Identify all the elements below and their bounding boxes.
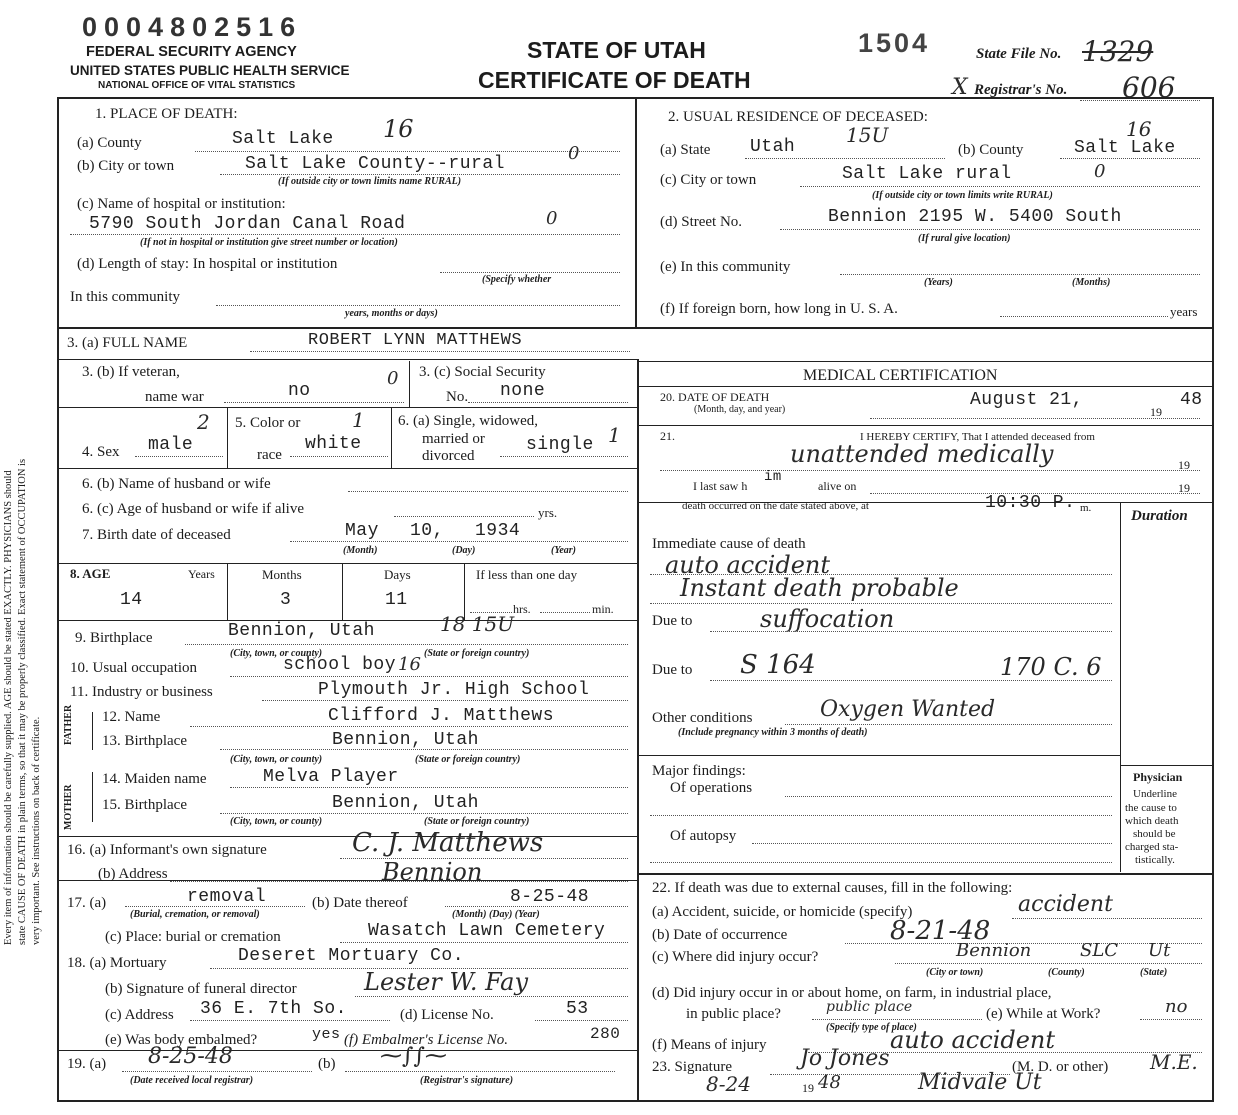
state-file-value: 1329: [1082, 35, 1154, 68]
sex-value: male: [148, 435, 194, 455]
due-to-1-value: suffocation: [760, 605, 895, 633]
mother-name-value: Melva Player: [263, 767, 399, 787]
res-city-code: 0: [1094, 161, 1106, 182]
of-operations-label: Of operations: [670, 780, 753, 796]
mother-bp-value: Bennion, Utah: [332, 793, 479, 813]
birthplace-note-2: (State or foreign country): [424, 648, 530, 659]
mother-bp-note-1: (City, town, or county): [230, 816, 323, 827]
res-state-label: (a) State: [660, 142, 711, 158]
license-value: 53: [566, 999, 589, 1019]
birthplace-code: 18 15U: [440, 612, 515, 636]
ss-value: none: [500, 381, 546, 401]
mother-side-label: MOTHER: [63, 784, 74, 830]
burial-date-note: (Month) (Day) (Year): [452, 909, 540, 920]
residence-heading: 2. USUAL RESIDENCE OF DECEASED:: [668, 109, 928, 125]
registrar-mark: X: [952, 75, 968, 100]
physician-note-4: which death: [1125, 815, 1179, 827]
birthplace-label: 9. Birthplace: [75, 630, 153, 646]
color-label-1: 5. Color or: [235, 415, 301, 431]
occupation-value: school boy: [283, 655, 397, 675]
age-years-value: 14: [120, 590, 143, 610]
external-c-note-2: (County): [1048, 967, 1085, 978]
signature-date: 8-24: [706, 1072, 751, 1096]
medical-heading: MEDICAL CERTIFICATION: [803, 367, 998, 384]
external-d-note: (Specify type of place): [826, 1022, 917, 1033]
certificate-title-state: STATE OF UTAH: [527, 37, 706, 63]
mortuary-address-label: (c) Address: [105, 1007, 174, 1023]
hospital-code: 0: [546, 208, 558, 229]
date-of-death-label-2: (Month, day, and year): [694, 404, 786, 415]
death-time-value: 10:30 P.: [985, 493, 1076, 513]
due-to-2-code-a: S 164: [740, 650, 816, 680]
registrar-signature: ⁓∫∫⁓: [380, 1044, 447, 1069]
death-time-suffix: m.: [1080, 502, 1092, 514]
marital-label-2: married or: [422, 431, 485, 447]
death-city-code: 0: [568, 143, 580, 164]
physician-note-1: Physician: [1133, 770, 1183, 784]
physician-note-3: the cause to: [1125, 802, 1177, 814]
instant-death-value: Instant death probable: [680, 574, 959, 602]
last-saw-label: I last saw h: [693, 479, 748, 493]
certify-to-year: 19: [1178, 458, 1190, 472]
length-of-stay-specify: (Specify whether: [482, 274, 552, 285]
agency-line-3: NATIONAL OFFICE OF VITAL STATISTICS: [98, 80, 296, 91]
res-county-code: 16: [1126, 117, 1152, 141]
industry-label: 11. Industry or business: [70, 684, 213, 700]
veteran-code: 0: [387, 368, 399, 389]
res-state-code: 15U: [846, 123, 889, 147]
hospital-note: (If not in hospital or institution give street number or location): [140, 237, 398, 248]
age-label: 8. AGE: [70, 566, 111, 581]
informant-label: 16. (a) Informant's own signature: [67, 842, 267, 858]
physician-note-6: charged sta-: [1125, 841, 1179, 853]
registrar-sig-label: (b): [318, 1056, 336, 1072]
due-to-2-code-b: 170 C. 6: [1000, 653, 1102, 681]
registrar-sig-note: (Registrar's signature): [420, 1075, 514, 1086]
age-years-label: Years: [188, 567, 215, 581]
agency-line-2: UNITED STATES PUBLIC HEALTH SERVICE: [70, 63, 350, 78]
license-label: (d) License No.: [400, 1007, 494, 1023]
other-conditions-value: Oxygen Wanted: [820, 697, 996, 722]
ss-label-2: No.: [446, 389, 469, 405]
veteran-label-2: name war: [145, 389, 204, 405]
certificate-title: CERTIFICATE OF DEATH: [478, 67, 751, 93]
burial-date-value: 8-25-48: [510, 887, 590, 907]
color-label-2: race: [257, 447, 282, 463]
last-saw-value: im: [764, 469, 782, 485]
death-county-value: Salt Lake: [232, 129, 334, 149]
occupation-label: 10. Usual occupation: [70, 660, 198, 676]
veteran-value: no: [288, 381, 311, 401]
birth-day: 10,: [410, 521, 444, 541]
duration-label: Duration: [1131, 508, 1188, 524]
age-min-label: min.: [592, 602, 614, 616]
physician-note-5: should be: [1133, 828, 1176, 840]
res-street-value: Bennion 2195 W. 5400 South: [828, 207, 1122, 227]
external-d-label-2: in public place?: [686, 1006, 781, 1022]
res-city-note: (If outside city or town limits write RURAL): [872, 190, 1053, 201]
father-name-value: Clifford J. Matthews: [328, 706, 555, 726]
father-bp-value: Bennion, Utah: [332, 730, 479, 750]
external-e-value: no: [1165, 996, 1188, 1017]
res-street-note: (If rural give location): [918, 233, 1011, 244]
res-city-value: Salt Lake rural: [842, 164, 1012, 184]
certify-number: 21.: [660, 429, 675, 443]
death-county-code: 16: [383, 115, 414, 143]
date-of-death-year: 48: [1180, 390, 1203, 410]
external-d-label-1: (d) Did injury occur in or about home, on farm, in industrial place,: [652, 985, 1052, 1001]
external-c-note-1: (City or town): [926, 967, 984, 978]
director-label: (b) Signature of funeral director: [105, 981, 297, 997]
margin-instructions-1: Every item of information should be carefully supplied. AGE should be stated EXACTLY. PHYSICIANS should: [3, 470, 14, 945]
age-days-value: 11: [385, 590, 408, 610]
external-c-label: (c) Where did injury occur?: [652, 949, 819, 965]
full-name-value: ROBERT LYNN MATTHEWS: [308, 331, 523, 350]
burial-note: (Burial, cremation, or removal): [130, 909, 260, 920]
state-file-label: State File No.: [976, 46, 1062, 62]
mother-bp-label: 15. Birthplace: [102, 797, 187, 813]
other-conditions-label: Other conditions: [652, 710, 753, 726]
age-days-label: Days: [384, 567, 411, 582]
external-a-label: (a) Accident, suicide, or homicide (specify): [652, 904, 913, 920]
marital-label-1: 6. (a) Single, widowed,: [398, 413, 538, 429]
place-of-death-heading: 1. PLACE OF DEATH:: [95, 106, 238, 122]
external-f-value: auto accident: [890, 1026, 1056, 1054]
veteran-label-1: 3. (b) If veteran,: [82, 364, 180, 380]
embalmer-license-label: (f) Embalmer's License No.: [344, 1032, 509, 1048]
birth-year-note: (Year): [551, 545, 576, 556]
occupation-code: 16: [398, 654, 421, 675]
father-name-label: 12. Name: [102, 709, 161, 725]
res-years-note: (Years): [924, 277, 953, 288]
father-bp-label: 13. Birthplace: [102, 733, 187, 749]
other-conditions-note: (Include pregnancy within 3 months of death): [678, 727, 868, 738]
color-value: white: [305, 434, 362, 454]
embalmed-label: (e) Was body embalmed?: [105, 1032, 258, 1048]
external-b-value: 8-21-48: [890, 916, 991, 946]
certify-text: I HEREBY CERTIFY, That I attended deceased from: [860, 431, 1095, 443]
hospital-value: 5790 South Jordan Canal Road: [89, 214, 406, 234]
full-name-label: 3. (a) FULL NAME: [67, 335, 188, 351]
margin-instructions-3: very important. See instructions on back of certificate.: [31, 716, 42, 945]
res-months-note: (Months): [1072, 277, 1111, 288]
father-side-label: FATHER: [63, 704, 74, 745]
birth-month-note: (Month): [343, 545, 378, 556]
physician-note-7: tistically.: [1135, 854, 1175, 866]
age-less-label: If less than one day: [476, 567, 578, 582]
res-years-suffix: years: [1170, 304, 1198, 319]
due-to-2-label: Due to: [652, 662, 693, 678]
res-county-value: Salt Lake: [1074, 138, 1176, 158]
death-occurred-label: death occurred on the date stated above, at: [682, 500, 869, 512]
mother-bp-note-2: (State or foreign country): [424, 816, 530, 827]
ss-label-1: 3. (c) Social Security: [419, 364, 546, 380]
burial-place-value: Wasatch Lawn Cemetery: [368, 921, 606, 941]
signature-address: Midvale Ut: [918, 1070, 1042, 1095]
this-community-note: years, months or days): [345, 308, 438, 319]
marital-code: 1: [608, 423, 621, 447]
death-city-note: (If outside city or town limits name RURAL): [278, 176, 462, 187]
informant-address: Bennion: [382, 858, 483, 886]
major-findings-label: Major findings:: [652, 763, 746, 779]
death-city-value: Salt Lake County--rural: [245, 154, 505, 174]
embalmed-value: yes: [312, 1026, 341, 1043]
birthplace-note-1: (City, town, or county): [230, 648, 323, 659]
spouse-age-suffix: yrs.: [538, 505, 558, 520]
signature-year: 48: [818, 1072, 841, 1093]
sex-label: 4. Sex: [82, 444, 120, 460]
marital-label-3: divorced: [422, 448, 475, 464]
burial-value: removal: [187, 887, 267, 907]
agency-line-1: FEDERAL SECURITY AGENCY: [86, 44, 297, 60]
external-c-note-3: (State): [1140, 967, 1168, 978]
external-a-value: accident: [1018, 892, 1113, 917]
age-months-label: Months: [262, 567, 302, 582]
industry-value: Plymouth Jr. High School: [318, 680, 590, 700]
registrar-label: Registrar's No.: [974, 82, 1068, 98]
received-value: 8-25-48: [148, 1044, 233, 1069]
external-c-county: SLC: [1080, 940, 1119, 961]
age-hrs-label: hrs.: [513, 602, 531, 616]
informant-signature: C. J. Matthews: [352, 828, 544, 858]
immediate-cause-value: auto accident: [665, 551, 831, 579]
date-of-death-label-1: 20. DATE OF DEATH: [660, 390, 770, 404]
serial-number: 0004802516: [82, 12, 303, 42]
alive-on-label: alive on: [818, 479, 857, 493]
due-to-1-label: Due to: [652, 613, 693, 629]
birthplace-value: Bennion, Utah: [228, 621, 375, 641]
birth-day-note: (Day): [452, 545, 476, 556]
unattended-medically: unattended medically: [790, 440, 1054, 468]
external-c-state: Ut: [1148, 940, 1171, 961]
mother-name-label: 14. Maiden name: [102, 771, 207, 787]
res-state-value: Utah: [750, 137, 796, 157]
spouse-age-label: 6. (c) Age of husband or wife if alive: [82, 501, 305, 517]
of-autopsy-label: Of autopsy: [670, 828, 737, 844]
hospital-label: (c) Name of hospital or institution:: [77, 196, 286, 212]
signature-label: 23. Signature: [652, 1059, 732, 1075]
mortuary-value: Deseret Mortuary Co.: [238, 946, 465, 966]
age-months-value: 3: [280, 590, 292, 610]
signature-value: Jo Jones: [800, 1046, 890, 1071]
signature-title: M.E.: [1150, 1050, 1198, 1074]
father-bp-note-1: (City, town, or county): [230, 754, 323, 765]
external-heading: 22. If death was due to external causes, fill in the following:: [652, 880, 1013, 896]
alive-on-year: 19: [1178, 481, 1190, 495]
external-b-label: (b) Date of occurrence: [652, 927, 788, 943]
res-county-label: (b) County: [958, 142, 1024, 158]
external-c-value: Bennion: [956, 940, 1032, 961]
signature-note: (M. D. or other): [1012, 1059, 1109, 1075]
received-note: (Date received local registrar): [130, 1075, 254, 1086]
birth-date-label: 7. Birth date of deceased: [82, 527, 231, 543]
res-city-label: (c) City or town: [660, 172, 757, 188]
mortuary-address-value: 36 E. 7th So.: [200, 999, 347, 1019]
mortuary-label: 18. (a) Mortuary: [67, 955, 167, 971]
informant-address-label: (b) Address: [98, 866, 168, 882]
stamp-number: 1504: [858, 28, 931, 58]
birth-month: May: [345, 521, 379, 541]
external-d-value: public place: [826, 999, 913, 1015]
physician-note-2: Underline: [1133, 788, 1177, 800]
director-signature: Lester W. Fay: [364, 968, 529, 996]
length-of-stay-label: (d) Length of stay: In hospital or institution: [77, 256, 338, 272]
death-county-label: (a) County: [77, 135, 142, 151]
date-of-death-value: August 21,: [970, 390, 1084, 410]
res-foreign-label: (f) If foreign born, how long in U. S. A.: [660, 301, 898, 317]
signature-year-prefix: 19: [802, 1081, 814, 1095]
res-community-label: (e) In this community: [660, 259, 791, 275]
color-code: 1: [352, 408, 365, 432]
registrar-value: 606: [1122, 71, 1176, 104]
birth-year: 1934: [475, 521, 521, 541]
burial-place-label: (c) Place: burial or cremation: [105, 929, 281, 945]
received-label: 19. (a): [67, 1056, 107, 1072]
embalmer-license-value: 280: [590, 1025, 621, 1043]
burial-label: 17. (a): [67, 895, 107, 911]
sex-code: 2: [197, 410, 210, 434]
spouse-name-label: 6. (b) Name of husband or wife: [82, 476, 271, 492]
external-e-label: (e) While at Work?: [986, 1006, 1101, 1022]
res-street-label: (d) Street No.: [660, 214, 743, 230]
marital-value: single: [526, 435, 594, 455]
immediate-cause-label: Immediate cause of death: [652, 536, 806, 552]
this-community-label: In this community: [70, 289, 180, 305]
father-bp-note-2: (State or foreign country): [415, 754, 521, 765]
burial-date-label: (b) Date thereof: [312, 895, 408, 911]
date-of-death-year-prefix: 19: [1150, 405, 1162, 419]
margin-instructions-2: state CAUSE OF DEATH in plain terms, so that it may be properly classified. Exact statement of OCCUPATION is: [17, 458, 28, 945]
external-f-label: (f) Means of injury: [652, 1037, 767, 1053]
death-city-label: (b) City or town: [77, 158, 175, 174]
